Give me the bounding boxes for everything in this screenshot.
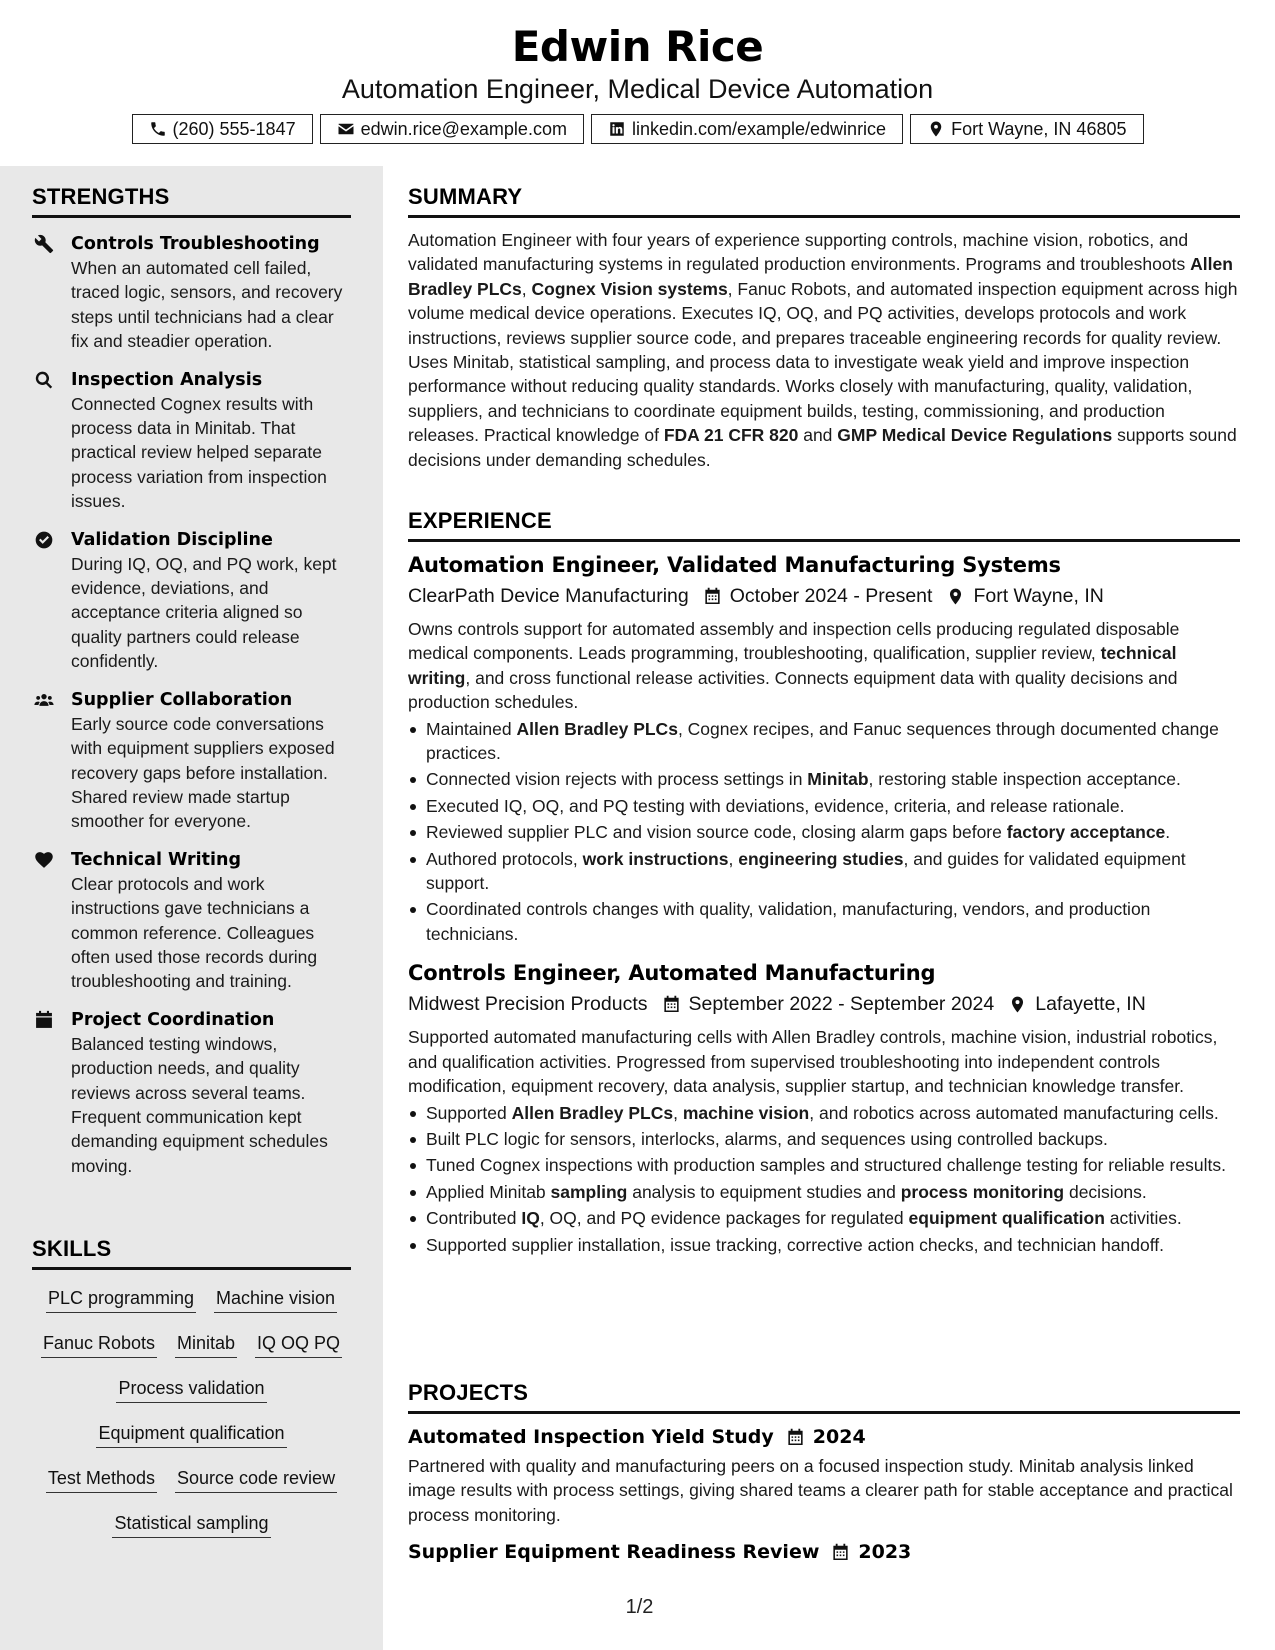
job-title: Automation Engineer, Validated Manufacturing Systems: [408, 553, 1061, 577]
project-year: 2023: [858, 1541, 912, 1564]
project-title-row: [408, 1422, 1240, 1452]
sidebar: [0, 166, 383, 1650]
skill-tag: Source code review: [175, 1466, 337, 1493]
bullet-item: Contributed IQ, OQ, and PQ evidence packages for regulated equipment qualification activities.: [408, 1206, 1240, 1230]
skill-tag: PLC programming: [46, 1286, 196, 1313]
location-pin-icon: [946, 587, 965, 606]
contact-row: [0, 114, 1275, 144]
bullet-item: Built PLC logic for sensors, interlocks, alarms, and sequences using controlled backups.: [408, 1127, 1240, 1151]
bullet-item: Applied Minitab sampling analysis to equipment studies and process monitoring decisions.: [408, 1180, 1240, 1204]
envelope-icon: [337, 120, 355, 138]
bullet-item: Tuned Cognex inspections with production samples and structured challenge testing for reliable results.: [408, 1153, 1240, 1177]
job-meta: [408, 581, 1240, 611]
skills-heading: SKILLS: [32, 1236, 351, 1270]
strength-item: [32, 848, 351, 994]
skills-section: [32, 1236, 351, 1538]
contact-email-text: edwin.rice@example.com: [360, 118, 567, 139]
strength-item: [32, 368, 351, 514]
emphasis-text: process monitoring: [900, 1181, 1065, 1202]
bullet-item: Maintained Allen Bradley PLCs, Cognex recipes, and Fanuc sequences through documented change practices.: [408, 717, 1240, 766]
job-description: Supported automated manufacturing cells with Allen Bradley controls, machine vision, industrial robotics, and qualification activities. Progressed from supervised troubleshooting into independent controls modification, equipment recovery, data analysis, supplier startup, and technician knowledge transfer.: [408, 1027, 1218, 1097]
contact-location: [910, 114, 1143, 144]
magnifier-icon: [34, 370, 54, 390]
job-bullets: [408, 717, 1240, 947]
contact-linkedin[interactable]: [591, 114, 903, 144]
skill-tag: Statistical sampling: [112, 1511, 270, 1538]
project-description: Partnered with quality and manufacturing peers on a focused inspection study. Minitab analysis linked image results with process settings, giving shared teams a clearer path for stable acceptance and practical process monitoring.: [408, 1456, 1233, 1525]
strength-item: [32, 1008, 351, 1178]
users-icon: [34, 690, 54, 710]
strength-title: Supplier Collaboration: [71, 689, 293, 710]
contact-linkedin-text: linkedin.com/example/edwinrice: [631, 118, 887, 139]
strength-desc: Connected Cognex results with process data in Minitab. That practical review helped separate process variation from inspection issues.: [71, 393, 327, 512]
project-title: Supplier Equipment Readiness Review: [408, 1541, 820, 1564]
experience-heading: EXPERIENCE: [408, 508, 1240, 542]
skill-tag: IQ OQ PQ: [255, 1331, 342, 1358]
skill-tag: Test Methods: [46, 1466, 157, 1493]
strength-title: Validation Discipline: [71, 529, 273, 550]
emphasis-text: machine vision: [682, 1102, 810, 1123]
strength-title: Controls Troubleshooting: [71, 234, 320, 254]
emphasis-text: IQ: [521, 1208, 540, 1229]
job-company: ClearPath Device Manufacturing: [408, 585, 689, 607]
contact-phone[interactable]: [132, 114, 313, 144]
bullet-item: Executed IQ, OQ, and PQ testing with deviations, evidence, criteria, and release rationale.: [408, 794, 1240, 818]
projects-section: [408, 1380, 1240, 1567]
emphasis-text: GMP Medical Device Regulations: [837, 425, 1113, 446]
bullet-item: Reviewed supplier PLC and vision source code, closing alarm gaps before factory acceptance.: [408, 820, 1240, 844]
candidate-headline: Automation Engineer, Medical Device Automation: [341, 74, 934, 104]
skill-tag: Process validation: [116, 1376, 266, 1403]
job-location: Lafayette, IN: [1035, 993, 1146, 1016]
emphasis-text: Allen Bradley PLCs: [511, 1102, 674, 1123]
strength-item: [32, 232, 351, 354]
emphasis-text: Allen Bradley PLCs: [516, 718, 678, 739]
skill-tag: Machine vision: [214, 1286, 337, 1313]
linkedin-icon: [608, 120, 626, 138]
experience-section: [408, 508, 1240, 1257]
strengths-section: [32, 184, 351, 1178]
emphasis-text: factory acceptance: [1006, 822, 1166, 843]
summary-section: [408, 184, 1240, 472]
emphasis-text: sampling: [550, 1181, 628, 1202]
project-title: Automated Inspection Yield Study: [408, 1426, 774, 1448]
page-number: [0, 1596, 1275, 1619]
calendar-icon: [786, 1428, 805, 1447]
bullet-item: Supported Allen Bradley PLCs, machine vision, and robotics across automated manufacturing cells.: [408, 1101, 1240, 1125]
strength-desc: Balanced testing windows, production needs, and quality reviews across several teams. Frequent communication kept demanding equipment schedules moving.: [71, 1033, 328, 1176]
job-dates: October 2024 - Present: [729, 585, 933, 607]
job-entry: [408, 550, 1240, 946]
strength-desc: During IQ, OQ, and PQ work, kept evidence, deviations, and acceptance criteria aligned so quality partners could release confidently.: [71, 553, 337, 672]
calendar-icon: [831, 1543, 850, 1562]
job-description: Owns controls support for automated assembly and inspection cells producing regulated disposable medical components. Leads programming, troubleshooting, qualification, supplier review, technical writing, and cross functional release activities. Connects equipment data with quality decisions and production schedules.: [408, 619, 1180, 713]
calendar-icon: [703, 587, 722, 606]
bullet-item: Coordinated controls changes with quality, validation, manufacturing, vendors, and production technicians.: [408, 897, 1240, 946]
job-location: Fort Wayne, IN: [973, 585, 1104, 607]
strength-desc: Early source code conversations with equipment suppliers exposed recovery gaps before installation. Shared review made startup smoother for everyone.: [71, 713, 335, 832]
location-pin-icon: [927, 120, 945, 138]
bullet-item: Authored protocols, work instructions, engineering studies, and guides for validated equipment support.: [408, 847, 1240, 896]
contact-phone-text: (260) 555-1847: [172, 118, 296, 139]
contact-email[interactable]: [320, 114, 584, 144]
strength-desc: Clear protocols and work instructions gave technicians a common reference. Colleagues often used those records during troubleshooting and training.: [71, 873, 318, 992]
job-meta: [408, 989, 1240, 1019]
emphasis-text: Allen Bradley PLCs: [408, 254, 1233, 299]
wrench-icon: [34, 234, 54, 254]
strength-title: Project Coordination: [71, 1009, 275, 1030]
resume-header: [0, 0, 1275, 166]
strength-title: Technical Writing: [71, 849, 242, 870]
bullet-item: Connected vision rejects with process settings in Minitab, restoring stable inspection acceptance.: [408, 767, 1240, 791]
strength-item: [32, 528, 351, 674]
strength-desc: When an automated cell failed, traced logic, sensors, and recovery steps until technicians had a clear fix and steadier operation.: [71, 258, 343, 352]
skills-list: [32, 1286, 351, 1538]
strengths-heading: STRENGTHS: [32, 184, 351, 218]
emphasis-text: FDA 21 CFR 820: [663, 425, 799, 446]
project-title-row: [408, 1537, 1240, 1567]
job-company: Midwest Precision Products: [408, 993, 648, 1016]
skill-tag: Fanuc Robots: [41, 1331, 157, 1358]
skill-tag: Equipment qualification: [96, 1421, 286, 1448]
summary-text: Automation Engineer with four years of experience supporting controls, machine vision, robotics, and validated manufacturing systems in regulated production environments. Programs and troubleshoots Allen Bradley PLCs, Cognex Vision systems, Fanuc Robots, and automated inspection equipment across high volume medical device operations. Executes IQ, OQ, and PQ activities, develops protocols and work instructions, reviews supplier source code, and prepares traceable engineering records for quality review. Uses Minitab, statistical sampling, and process data to investigate weak yield and improve inspection performance without reducing quality standards. Works closely with manufacturing, quality, validation, suppliers, and technicians to coordinate equipment builds, testing, commissioning, and production releases. Practical knowledge of FDA 21 CFR 820 and GMP Medical Device Regulations supports sound decisions under demanding schedules.: [408, 230, 1238, 470]
emphasis-text: equipment qualification: [908, 1208, 1105, 1229]
projects-heading: PROJECTS: [408, 1380, 1240, 1414]
strength-item: [32, 688, 351, 834]
candidate-name: Edwin Rice: [511, 22, 764, 71]
job-dates: September 2022 - September 2024: [688, 993, 995, 1016]
emphasis-text: work instructions: [582, 848, 729, 869]
job-title: Controls Engineer, Automated Manufacturing: [408, 961, 936, 986]
calendar-icon: [34, 1010, 54, 1030]
project-year: 2024: [812, 1426, 866, 1448]
strength-title: Inspection Analysis: [71, 369, 263, 390]
job-bullets: [408, 1101, 1240, 1257]
job-entry: [408, 958, 1240, 1257]
emphasis-text: technical writing: [408, 643, 1177, 688]
location-pin-icon: [1008, 995, 1027, 1014]
bullet-item: Supported supplier installation, issue tracking, corrective action checks, and technician handoff.: [408, 1233, 1240, 1257]
skill-tag: Minitab: [175, 1331, 237, 1358]
contact-location-text: Fort Wayne, IN 46805: [951, 118, 1127, 139]
check-circle-icon: [34, 530, 54, 550]
page-number-text: 1/2: [625, 1596, 654, 1618]
emphasis-text: Cognex Vision systems: [531, 278, 728, 299]
heart-icon: [34, 850, 54, 870]
calendar-icon: [662, 995, 681, 1014]
emphasis-text: Minitab: [807, 769, 869, 790]
emphasis-text: engineering studies: [738, 848, 904, 869]
summary-heading: SUMMARY: [408, 184, 1240, 218]
phone-icon: [149, 120, 167, 138]
